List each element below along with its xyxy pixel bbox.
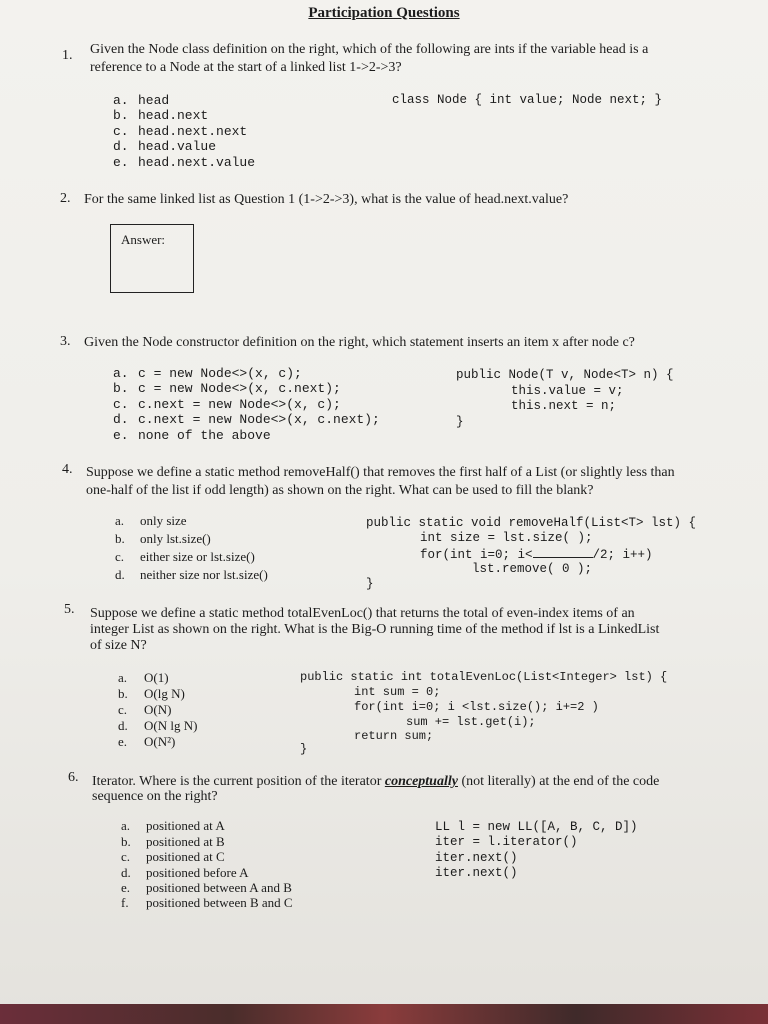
question-5-text-line-1: Suppose we define a static method totalEvenLoc() that returns the total of even-index items of an [90,606,635,621]
option-text: head.next.next [138,124,248,139]
option-text: positioned at C [146,849,225,864]
code-line: int sum = 0; [354,685,441,699]
option-letter: d. [115,567,125,582]
option-letter: b. [118,686,128,701]
answer-label: Answer: [121,232,166,247]
code-line: iter = l.iterator() [435,835,578,849]
option-letter: c. [121,849,131,864]
code-fragment: for(int i=0; i< [420,548,533,562]
option-text: neither size nor lst.size() [140,567,268,582]
fill-blank[interactable] [533,546,593,558]
code-line: public Node(T v, Node<T> n) { [456,368,674,382]
option-text: positioned before A [146,865,249,880]
option-letter: d. [113,139,129,154]
code-line: public static void removeHalf(List<T> lst) { [366,516,697,530]
option-text: positioned at A [146,818,225,833]
option-text: positioned between B and C [146,895,293,910]
option-text: O(1) [144,670,169,685]
code-line [420,546,653,564]
option-text: only lst.size() [140,531,211,546]
code-line: iter.next() [435,851,518,865]
option-letter: a. [113,366,129,381]
option-letter: a. [118,670,128,685]
code-line: } [366,577,374,591]
question-1-code: class Node { int value; Node next; } [392,93,663,107]
option-text: O(N lg N) [144,718,198,733]
option-text: c.next = new Node<>(x, c.next); [138,412,380,427]
option-letter: b. [115,531,125,546]
option-letter: e. [113,428,129,443]
option-letter: b. [121,834,131,849]
code-fragment: /2; i++) [592,548,653,562]
code-line: int size = lst.size( ); [420,531,593,545]
option-letter: c. [113,397,129,412]
question-3-text: Given the Node constructor definition on the right, which statement inserts an item x after node c? [84,335,635,350]
question-4-number: 4. [62,462,73,477]
option-letter: a. [121,818,131,833]
code-line: for(int i=0; i <lst.size(); i+=2 ) [354,700,599,714]
question-6-number: 6. [68,770,79,785]
option-text: head.next.value [138,155,256,170]
question-4-text-line-2: one-half of the list if odd length) as shown on the right. What can be used to fill the blank? [86,483,594,498]
text-fragment: Iterator. Where is the current position of the iterator [92,774,385,789]
option-text: head.value [138,139,217,154]
page-title: Participation Questions [308,5,460,21]
option-text: c = new Node<>(x, c.next); [138,381,341,396]
question-1-text-line-2: reference to a Node at the start of a linked list 1->2->3? [90,60,402,75]
option-letter: d. [113,412,129,427]
question-6-text-line-2: sequence on the right? [92,789,218,804]
option-letter: b. [113,108,129,123]
code-line: return sum; [354,729,434,743]
option-text: head.next [138,108,209,123]
option-letter: a. [113,93,129,108]
code-line: public static int totalEvenLoc(List<Integer> lst) { [300,670,668,684]
question-5-text-line-2: integer List as shown on the right. What is the Big-O running time of the method if lst is a LinkedList [90,622,660,637]
answer-box[interactable] [110,224,194,293]
option-letter: e. [121,880,131,895]
code-line: iter.next() [435,866,518,880]
question-5-text-line-3: of size N? [90,638,147,653]
option-letter: c. [115,549,125,564]
question-2-number: 2. [60,191,71,206]
option-text: head [138,93,170,108]
code-line: } [456,415,464,429]
option-text: only size [140,513,187,528]
option-text: O(N) [144,702,172,717]
option-text: positioned between A and B [146,880,292,895]
option-letter: d. [121,865,131,880]
code-line: this.value = v; [511,384,624,398]
question-1-text-line-1: Given the Node class definition on the right, which of the following are ints if the variable head is a [90,42,649,57]
option-letter: e. [118,734,128,749]
option-text: c.next = new Node<>(x, c); [138,397,341,412]
question-4-text-line-1: Suppose we define a static method removeHalf() that removes the first half of a List (or slightly less than [86,465,675,480]
question-1-number: 1. [62,48,73,63]
question-5-number: 5. [64,602,75,617]
text-fragment: (not literally) at the end of the code [457,774,660,789]
question-2-text: For the same linked list as Question 1 (1->2->3), what is the value of head.next.value? [84,192,569,207]
option-letter: a. [115,513,125,528]
emphasized-word: conceptually [384,774,458,789]
option-text: either size or lst.size() [140,549,255,564]
code-line: this.next = n; [511,399,617,413]
option-letter: d. [118,718,128,733]
code-line: } [300,742,308,756]
option-text: O(N²) [144,734,176,749]
option-letter: c. [113,124,129,139]
option-letter: f. [121,895,129,910]
code-line: lst.remove( 0 ); [472,562,593,576]
option-letter: b. [113,381,129,396]
option-text: c = new Node<>(x, c); [138,366,302,381]
option-letter: c. [118,702,128,717]
option-letter: e. [113,155,129,170]
question-3-number: 3. [60,334,71,349]
code-line: sum += lst.get(i); [406,715,536,729]
background-surface [0,1004,768,1024]
option-text: none of the above [138,428,271,443]
option-text: positioned at B [146,834,225,849]
code-line: LL l = new LL([A, B, C, D]) [435,820,638,834]
option-text: O(lg N) [144,686,185,701]
